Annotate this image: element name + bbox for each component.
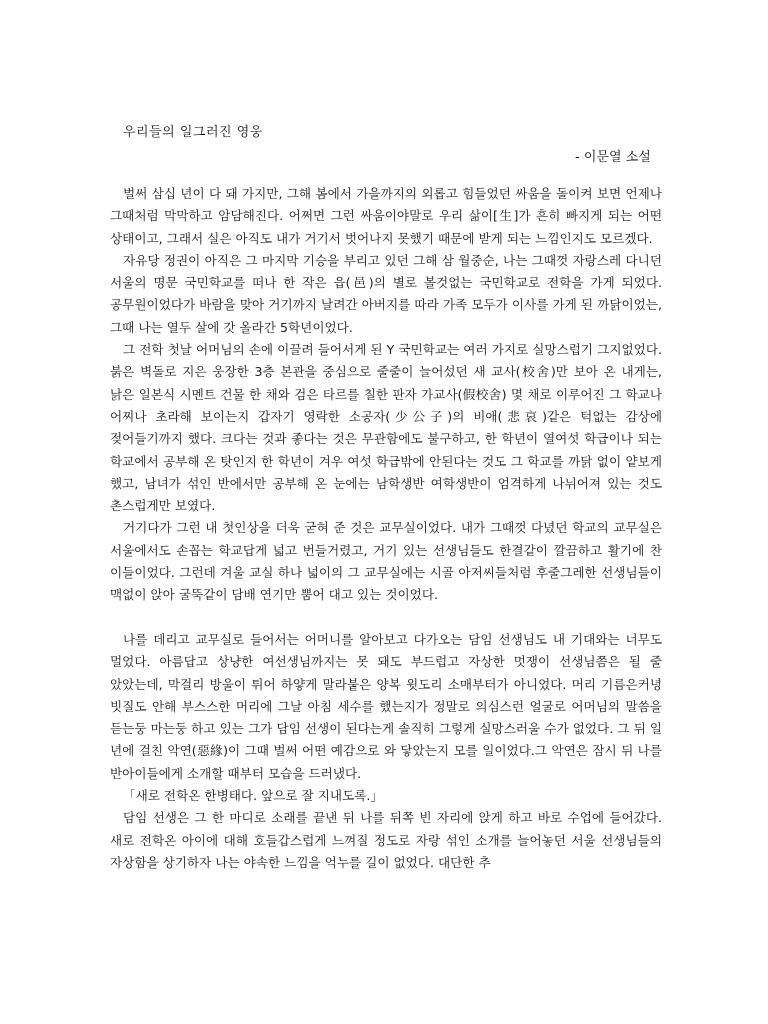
story-body <box>110 183 662 874</box>
paragraph: 거기다가 그런 내 첫인상을 더욱 굳혀 준 것은 교무실이었다. 내가 그때껏 다녔던 학교의 교무실은 서울에서도 손꼽는 학교답게 넓고 번들거렸고, 거기 있는 선생님들도 한결같이 깔끔하고 활기에 찬 이들이었다. 그런데 겨울 교실 하나 넓이의 그 교무실에는 시골 아저씨들처럼 후줄그레한 선생님들이 맥없이 앉아 굴뚝같이 담배 연기만 뿜어 대고 있는 것이었다. <box>110 520 662 603</box>
paragraph: 그 전학 첫날 어머님의 손에 이끌려 들어서게 된 Y 국민학교는 여러 가지로 실망스럽기 그지없었다. 붉은 벽돌로 지은 웅장한 3층 본관을 중심으로 줄줄이 늘어섰던 새 교사(校舍)만 보아 온 내게는, 낡은 일본식 시멘트 건물 한 채와 검은 타르를 칠한 판자 가교사(假校舍) 몇 채로 이루어진 그 학교나 어찌나 초라해 보이는지 갑자기 영락한 소공자(少公子)의 비애(悲哀)같은 턱없는 감상에 젖어들기까지 했다. 크다는 것과 좋다는 것은 무관함에도 불구하고, 한 학년이 열여섯 학급이나 되는 학교에서 공부해 온 탓인지 한 학년이 겨우 여섯 학급밖에 안된다는 것도 그 학교를 까닭 없이 얕보게 했고, 남녀가 섞인 반에서만 공부해 온 눈에는 남학생반 여학생반이 엄격하게 나뉘어져 있는 것도 촌스럽게만 보였다. <box>110 342 662 514</box>
dialogue-line: 「새로 전학온 한병태다. 앞으로 잘 지내도록.」 <box>123 788 384 804</box>
paragraph: 벌써 삼십 년이 다 돼 가지만, 그해 봄에서 가을까지의 외롭고 힘들었던 싸움을 돌이켜 보면 언제나 그때처럼 막막하고 암담해진다. 어쩌면 그런 싸움이야말로 우리 삶이[生]가 흔히 빠지게 되는 어떤 상태이고, 그래서 실은 아직도 내가 거기서 벗어나지 못했기 때문에 받게 되는 느낌인지도 모르겠다. <box>110 186 662 246</box>
story-title: 우리들의 일그러진 영웅 <box>123 125 263 140</box>
author-line: - 이문열 소설 <box>575 150 651 165</box>
paragraph: 담임 선생은 그 한 마디로 소래를 끝낸 뒤 나를 뒤쪽 빈 자리에 앉게 하고 바로 수업에 들어갔다. 새로 전학온 아이에 대해 호들갑스럽게 느껴질 정도로 자랑 섞인 소개를 늘어놓던 서울 선생님들의 자상함을 상기하자 나는 야속한 느낌을 억누를 길이 없었다. 대단한 추 <box>110 810 662 870</box>
paragraph: 나를 데리고 교무실로 들어서는 어머니를 알아보고 다가오는 담임 선생님도 내 기대와는 너무도 멀었다. 아름답고 상냥한 여선생님까지는 못 돼도 부드럽고 자상한 멋쟁이 선생님쯤은 될 줄 았았는데, 막걸리 방울이 튀어 하얗게 말라붙은 양복 윗도리 소매부터가 아니었다. 머리 기름은커녕 빗질도 안해 부스스한 머리에 그날 아침 세수를 했는지가 정말로 의심스런 얼굴로 어머님의 말씀을 듣는둥 마는둥 하고 있는 그가 담임 선생이 된다는게 솔직히 그렇게 실망스러울 수가 없었다. 그 뒤 일 년에 걸친 악연(惡緣)이 그때 벌써 어떤 예감으로 와 닿았는지 모를 일이었다.그 악연은 잠시 뒤 나를 반아이들에게 소개할 때부터 모습을 드러냈다. <box>110 631 662 781</box>
paragraph: 자유당 정권이 아직은 그 마지막 기승을 부리고 있던 그해 삼 월중순, 나는 그때껏 자랑스레 다니던 서울의 명문 국민학교를 떠나 한 작은 읍(邑)의 별로 볼것없는 국민학교로 전학을 가게 되었다. 공무원이었다가 바람을 맞아 거기까지 날려간 아버지를 따라 가족 모두가 이사를 가게 된 까닭이었는, 그때 나는 열두 살에 갓 올라간 5학년이었다. <box>110 252 662 335</box>
